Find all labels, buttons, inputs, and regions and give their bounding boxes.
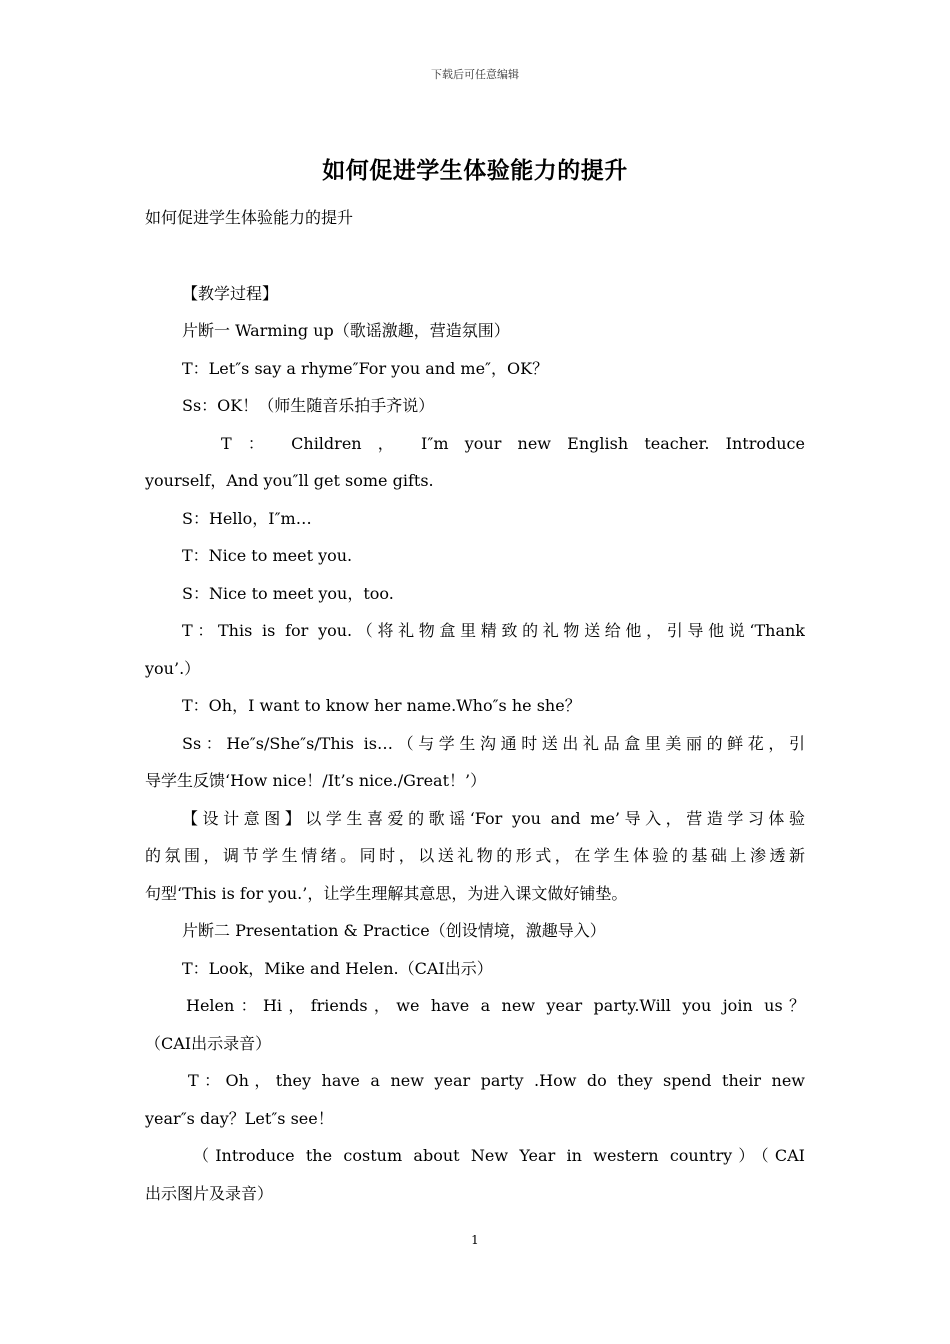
dialogue-line: T ： Children ， I″m your new English teacher. Introduce — [221, 433, 805, 453]
segment-one-heading: 片断一 Warming up（歌谣激趣，营造氛围） — [182, 321, 510, 340]
dialogue-line: Ss：He″s/She″s/This is…（与学生沟通时送出礼品盒里美丽的鲜花，引 — [182, 733, 805, 753]
dialogue-line: T：Let″s say a rhyme″For you and me″，OK？ — [182, 358, 549, 378]
dialogue-line-continued: year″s day？Let″s see！ — [145, 1108, 334, 1128]
dialogue-line-continued: 出示图片及录音） — [145, 1183, 274, 1203]
dialogue-line-continued: 导学生反馈‘How nice！/It’s nice./Great！’） — [145, 771, 487, 790]
design-intent-paragraph: 【设计意图】以学生喜爱的歌谣‘For you and me’导入，营造学习体验 — [182, 808, 805, 828]
document-body — [145, 199, 805, 1212]
dialogue-line-continued: yourself，And you″ll get some gifts. — [145, 471, 434, 490]
segment-two-heading: 片断二 Presentation & Practice（创设情境，激趣导入） — [182, 921, 606, 940]
page-header: 下载后可任意编辑 — [431, 68, 519, 81]
dialogue-line: T：Look，Mike and Helen.（CAI出示） — [182, 958, 493, 978]
design-intent-paragraph-continued: 句型‘This is for you.’，让学生理解其意思，为进入课文做好铺垫。 — [145, 883, 628, 903]
dialogue-line: T：Nice to meet you. — [182, 546, 353, 565]
dialogue-line-continued: （CAI出示录音） — [145, 1033, 272, 1053]
subtitle-line: 如何促进学生体验能力的提升 — [145, 208, 354, 227]
page-number: 1 — [471, 1233, 479, 1247]
document-title: 如何促进学生体验能力的提升 — [322, 157, 628, 184]
dialogue-line: Ss：OK！（师生随音乐拍手齐说） — [182, 396, 435, 415]
dialogue-line: Helen：Hi，friends，we have a new year party.Will you join us？ — [186, 996, 805, 1015]
dialogue-line: T：This is for you.（将礼物盒里精致的礼物送给他，引导他说‘Thank — [182, 621, 805, 640]
section-heading-teaching-process: 【教学过程】 — [182, 283, 279, 303]
dialogue-line-continued: you’.） — [145, 658, 201, 678]
dialogue-line: T：Oh，they have a new year party .How do they spend their new — [188, 1071, 805, 1090]
dialogue-line: （Introduce the costum about New Year in western country）（CAI — [193, 1146, 805, 1165]
design-intent-paragraph-continued: 的氛围，调节学生情绪。同时，以送礼物的形式，在学生体验的基础上渗透新 — [145, 846, 805, 865]
blank-line — [145, 237, 805, 275]
dialogue-line: S：Hello，I″m… — [182, 508, 312, 528]
dialogue-line: S：Nice to meet you，too. — [182, 583, 394, 603]
dialogue-line: T：Oh，I want to know her name.Who″s he she？ — [182, 696, 581, 715]
